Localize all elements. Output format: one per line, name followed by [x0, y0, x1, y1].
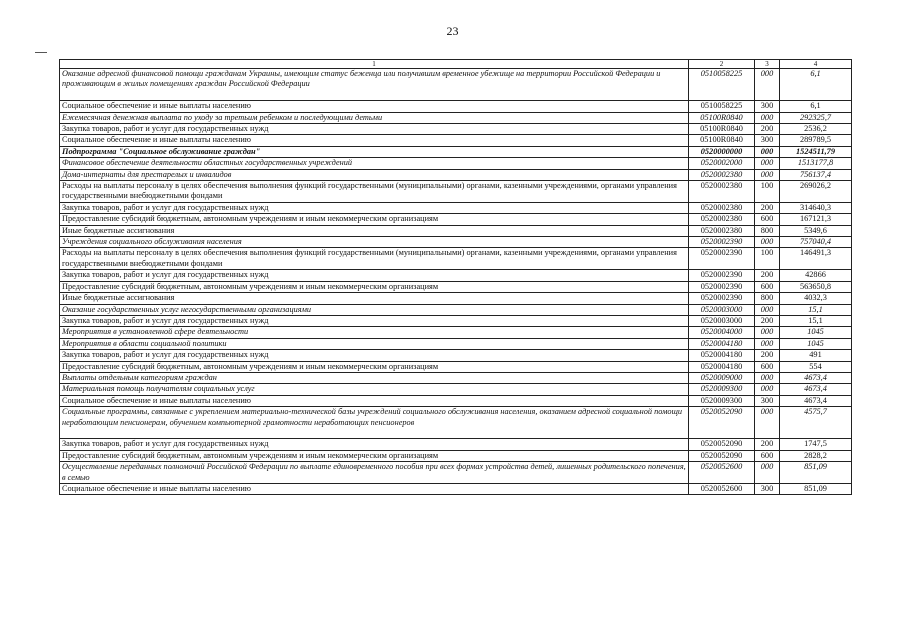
row-amount-cell: 2828,2: [780, 450, 852, 461]
row-type-cell: 200: [755, 350, 780, 361]
row-type-cell: 800: [755, 225, 780, 236]
table-row: [60, 450, 852, 461]
row-type-cell: 000: [755, 407, 780, 439]
table-row: [60, 315, 852, 326]
table-row: [60, 439, 852, 450]
row-code-cell: 05100R0840: [689, 112, 755, 123]
row-amount-cell: 851,09: [780, 462, 852, 484]
row-name-cell: Мероприятия в установленной сфере деятельности: [60, 327, 689, 338]
row-code-cell: 0520004180: [689, 350, 755, 361]
table-row: [60, 293, 852, 304]
row-amount-cell: 1513177,8: [780, 158, 852, 169]
row-name-cell: Социальные программы, связанные с укреплением материально-технической базы учреждений социального обслуживания населения, оказанием адресной социальной помощи неработающим пенсионерам, обучением компьютерной грамотности неработающих пенсионеров: [60, 407, 689, 439]
row-code-cell: 0520002380: [689, 214, 755, 225]
table-row: [60, 146, 852, 157]
row-code-cell: 0510058225: [689, 69, 755, 101]
row-name-cell: Иные бюджетные ассигнования: [60, 293, 689, 304]
row-code-cell: 0520009000: [689, 372, 755, 383]
row-name-cell: Предоставление субсидий бюджетным, автономным учреждениям и иным некоммерческим организациям: [60, 214, 689, 225]
row-name-cell: Социальное обеспечение и иные выплаты населению: [60, 101, 689, 112]
row-code-cell: 05100R0840: [689, 135, 755, 146]
row-amount-cell: 269026,2: [780, 181, 852, 203]
row-amount-cell: 289789,5: [780, 135, 852, 146]
row-amount-cell: 2536,2: [780, 124, 852, 135]
row-name-cell: Материальная помощь получателям социальных услуг: [60, 384, 689, 395]
row-code-cell: 0520000000: [689, 146, 755, 157]
row-type-cell: 000: [755, 112, 780, 123]
table-row: [60, 158, 852, 169]
row-amount-cell: 4673,4: [780, 372, 852, 383]
row-type-cell: 800: [755, 293, 780, 304]
row-amount-cell: 563650,8: [780, 281, 852, 292]
row-code-cell: 0520002380: [689, 202, 755, 213]
row-amount-cell: 15,1: [780, 315, 852, 326]
table-row: [60, 225, 852, 236]
row-amount-cell: 4032,3: [780, 293, 852, 304]
header-cell-2: 2: [689, 60, 755, 69]
row-amount-cell: 1747,5: [780, 439, 852, 450]
row-amount-cell: 851,09: [780, 483, 852, 494]
row-name-cell: Закупка товаров, работ и услуг для государственных нужд: [60, 439, 689, 450]
row-amount-cell: 1524511,79: [780, 146, 852, 157]
row-amount-cell: 1045: [780, 338, 852, 349]
row-type-cell: 000: [755, 146, 780, 157]
row-code-cell: 0520002380: [689, 181, 755, 203]
row-amount-cell: 4673,4: [780, 395, 852, 406]
row-code-cell: 0520002000: [689, 158, 755, 169]
row-code-cell: 0520009300: [689, 395, 755, 406]
row-amount-cell: 6,1: [780, 69, 852, 101]
row-type-cell: 600: [755, 450, 780, 461]
row-name-cell: Предоставление субсидий бюджетным, автономным учреждениям и иным некоммерческим организациям: [60, 450, 689, 461]
row-amount-cell: 554: [780, 361, 852, 372]
row-amount-cell: 167121,3: [780, 214, 852, 225]
row-code-cell: 0520002390: [689, 293, 755, 304]
row-code-cell: 0520002390: [689, 270, 755, 281]
row-code-cell: 0520002390: [689, 248, 755, 270]
row-name-cell: Иные бюджетные ассигнования: [60, 225, 689, 236]
row-type-cell: 100: [755, 248, 780, 270]
row-type-cell: 200: [755, 270, 780, 281]
row-type-cell: 000: [755, 237, 780, 248]
row-name-cell: Финансовое обеспечение деятельности областных государственных учреждений: [60, 158, 689, 169]
row-type-cell: 300: [755, 135, 780, 146]
row-type-cell: 000: [755, 462, 780, 484]
row-name-cell: Социальное обеспечение и иные выплаты населению: [60, 135, 689, 146]
row-amount-cell: 146491,3: [780, 248, 852, 270]
table-row: [60, 395, 852, 406]
row-code-cell: 0520052090: [689, 407, 755, 439]
row-type-cell: 200: [755, 124, 780, 135]
row-code-cell: 0520004180: [689, 338, 755, 349]
row-type-cell: 000: [755, 158, 780, 169]
row-code-cell: 0520052600: [689, 483, 755, 494]
row-name-cell: Учреждения социального обслуживания населения: [60, 237, 689, 248]
scan-mark: [35, 52, 47, 53]
table-row: [60, 237, 852, 248]
row-type-cell: 000: [755, 372, 780, 383]
table-row: [60, 483, 852, 494]
row-type-cell: 000: [755, 304, 780, 315]
row-code-cell: 0520002380: [689, 169, 755, 180]
row-name-cell: Предоставление субсидий бюджетным, автономным учреждениям и иным некоммерческим организациям: [60, 281, 689, 292]
row-code-cell: 0520004180: [689, 361, 755, 372]
table-row: [60, 202, 852, 213]
row-amount-cell: 756137,4: [780, 169, 852, 180]
table-row: [60, 361, 852, 372]
row-type-cell: 000: [755, 169, 780, 180]
table-header-row: [60, 60, 852, 69]
row-name-cell: Расходы на выплаты персоналу в целях обеспечения выполнения функций государственными (муниципальными) органами, казенными учреждениями, органами управления государственными внебюджетными фондами: [60, 181, 689, 203]
row-code-cell: 0520004000: [689, 327, 755, 338]
row-code-cell: 0520052090: [689, 439, 755, 450]
table-row: [60, 248, 852, 270]
row-type-cell: 100: [755, 181, 780, 203]
row-name-cell: Социальное обеспечение и иные выплаты населению: [60, 483, 689, 494]
table-row: [60, 181, 852, 203]
table-row: [60, 304, 852, 315]
row-amount-cell: 5349,6: [780, 225, 852, 236]
row-code-cell: 0510058225: [689, 101, 755, 112]
row-code-cell: 0520002390: [689, 237, 755, 248]
row-amount-cell: 42866: [780, 270, 852, 281]
row-type-cell: 600: [755, 281, 780, 292]
row-code-cell: 0520002390: [689, 281, 755, 292]
row-name-cell: Предоставление субсидий бюджетным, автономным учреждениям и иным некоммерческим организациям: [60, 361, 689, 372]
page-number: 23: [446, 24, 459, 38]
row-type-cell: 600: [755, 361, 780, 372]
row-type-cell: 000: [755, 327, 780, 338]
table-row: [60, 338, 852, 349]
row-name-cell: Выплаты отдельным категориям граждан: [60, 372, 689, 383]
row-name-cell: Расходы на выплаты персоналу в целях обеспечения выполнения функций государственными (муниципальными) органами, казенными учреждениями, органами управления государственными внебюджетными фондами: [60, 248, 689, 270]
table-row: [60, 214, 852, 225]
table-row: [60, 124, 852, 135]
row-code-cell: 0520009300: [689, 384, 755, 395]
row-code-cell: 0520003000: [689, 304, 755, 315]
table-row: [60, 350, 852, 361]
row-type-cell: 300: [755, 101, 780, 112]
row-name-cell: Дома-интернаты для престарелых и инвалидов: [60, 169, 689, 180]
row-type-cell: 300: [755, 483, 780, 494]
row-type-cell: 200: [755, 202, 780, 213]
row-name-cell: Осуществление переданных полномочий Российской Федерации по выплате единовременного пособия при всех формах устройства детей, лишенных родительского попечения, в семью: [60, 462, 689, 484]
row-amount-cell: 6,1: [780, 101, 852, 112]
table-row: [60, 135, 852, 146]
row-amount-cell: 292325,7: [780, 112, 852, 123]
row-code-cell: 0520002380: [689, 225, 755, 236]
table-row: [60, 462, 852, 484]
row-name-cell: Закупка товаров, работ и услуг для государственных нужд: [60, 124, 689, 135]
row-name-cell: Закупка товаров, работ и услуг для государственных нужд: [60, 270, 689, 281]
row-type-cell: 000: [755, 384, 780, 395]
row-code-cell: 0520052090: [689, 450, 755, 461]
row-code-cell: 0520052600: [689, 462, 755, 484]
row-type-cell: 000: [755, 69, 780, 101]
table-row: [60, 372, 852, 383]
row-type-cell: 200: [755, 315, 780, 326]
table-row: [60, 327, 852, 338]
budget-table: [59, 59, 852, 495]
row-amount-cell: 1045: [780, 327, 852, 338]
table-row: [60, 270, 852, 281]
row-amount-cell: 491: [780, 350, 852, 361]
row-code-cell: 0520003000: [689, 315, 755, 326]
row-code-cell: 05100R0840: [689, 124, 755, 135]
row-name-cell: Закупка товаров, работ и услуг для государственных нужд: [60, 315, 689, 326]
table-row: [60, 112, 852, 123]
row-amount-cell: 314640,3: [780, 202, 852, 213]
header-cell-1: 1: [60, 60, 689, 69]
table-row: [60, 169, 852, 180]
row-name-cell: Оказание государственных услуг негосударственными организациями: [60, 304, 689, 315]
row-name-cell: Ежемесячная денежная выплата по уходу за третьим ребенком и последующими детьми: [60, 112, 689, 123]
table-row: [60, 101, 852, 112]
header-cell-4: 4: [780, 60, 852, 69]
table-row: [60, 69, 852, 101]
row-name-cell: Закупка товаров, работ и услуг для государственных нужд: [60, 202, 689, 213]
row-amount-cell: 4673,4: [780, 384, 852, 395]
row-name-cell: Подпрограмма "Социальное обслуживание граждан": [60, 146, 689, 157]
row-type-cell: 000: [755, 338, 780, 349]
header-cell-3: 3: [755, 60, 780, 69]
row-name-cell: Оказание адресной финансовой помощи гражданам Украины, имеющим статус беженца или получившим временное убежище на территории Российской Федерации и проживающим в жилых помещениях граждан Российской Федерации: [60, 69, 689, 101]
row-type-cell: 300: [755, 395, 780, 406]
table-row: [60, 384, 852, 395]
row-amount-cell: 15,1: [780, 304, 852, 315]
row-name-cell: Мероприятия в области социальной политики: [60, 338, 689, 349]
row-amount-cell: 757040,4: [780, 237, 852, 248]
row-type-cell: 200: [755, 439, 780, 450]
table-row: [60, 281, 852, 292]
row-amount-cell: 4575,7: [780, 407, 852, 439]
table-row: [60, 407, 852, 439]
row-type-cell: 600: [755, 214, 780, 225]
row-name-cell: Закупка товаров, работ и услуг для государственных нужд: [60, 350, 689, 361]
row-name-cell: Социальное обеспечение и иные выплаты населению: [60, 395, 689, 406]
